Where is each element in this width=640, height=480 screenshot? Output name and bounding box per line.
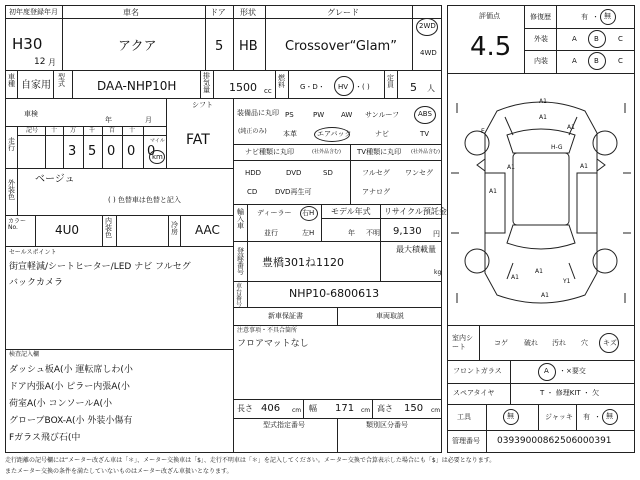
tv-oneseg: ワンセグ — [405, 169, 433, 177]
type-label: 車種 — [8, 73, 15, 88]
month-unit: 月 — [48, 58, 56, 67]
capacity-unit: 人 — [427, 84, 435, 93]
digit-header-2: 万 — [70, 127, 77, 134]
ext-grade-a: A — [572, 35, 577, 43]
glass-a: A — [544, 367, 549, 375]
digit-header-4: 百 — [109, 127, 116, 134]
max-load-label: 最大積載量 — [396, 245, 436, 254]
shift: FAT — [186, 132, 210, 148]
notes-text: フロアマットなし — [237, 339, 309, 349]
tv-fullseg: フルセグ — [362, 169, 390, 177]
width: 171 — [335, 403, 355, 414]
chassis-number: NHP10-6800613 — [289, 287, 380, 300]
equip-navi: ナビ — [375, 130, 389, 138]
equip-airbag: エアバック — [317, 130, 352, 138]
score-value: 4.5 — [470, 32, 512, 62]
fuel-options: G・D・ — [300, 83, 325, 91]
int-grade-b: B — [594, 57, 599, 65]
footer-line-1: 走行距離の記号欄には“メーター改ざん車は「＊」、メーター交換車は「$」、走行不明車は「＊」を記入してください。メーター交換で合算表示した場合にも「$」は必要となります。 — [5, 457, 496, 464]
length-label: 長さ — [237, 404, 253, 413]
ext-grade-c: C — [618, 35, 623, 43]
glass-rest: ・×要交 — [559, 367, 586, 375]
diag-label-2: A1 — [539, 114, 547, 121]
manual-label: 車両取説 — [376, 312, 404, 320]
travel-label: 走行 — [8, 137, 15, 152]
diag-label-8: A1 — [541, 292, 549, 299]
model: DAA-NHP10H — [97, 79, 177, 93]
ac: AAC — [195, 223, 220, 237]
tv-label: TV種類に丸印 — [357, 148, 402, 156]
mgmt-number: 03939000862506000391 — [497, 436, 612, 446]
color-no: 4U0 — [55, 223, 80, 237]
mileage-digit-4: 0 — [127, 144, 136, 159]
ac-label: 冷房 — [171, 221, 178, 236]
jack-yes: 有 — [583, 413, 590, 421]
inspection-label: 車検 — [24, 110, 38, 118]
model-year-year: 年 — [348, 229, 355, 237]
import-right: 右H — [302, 209, 315, 217]
grade: Crossover“Glam” — [285, 39, 397, 54]
first-reg-month: 12 — [34, 57, 46, 67]
repair-label: 修復歴 — [530, 13, 551, 21]
sales-point-line-1: 街宣軽減/シートヒーター/LED ナビ フルセグ — [9, 262, 191, 272]
car-name-label: 車名 — [123, 8, 139, 17]
car-rear-window — [507, 225, 575, 249]
inspector-line-4: グローブBOX-A(小 外装小傷有 — [9, 416, 133, 426]
mileage-digit-5: 0 — [147, 144, 156, 159]
shift-label: シフト — [192, 101, 213, 109]
warranty-label: 新車保証書 — [268, 312, 303, 320]
exterior-color: ベージュ — [35, 174, 75, 185]
equip-sunroof: サンルーフ — [365, 111, 400, 119]
jack-label: ジャッキ — [545, 413, 573, 421]
import-left: 左H — [302, 229, 315, 237]
spare-opts: T ・ 修理KIT ・ 欠 — [540, 389, 600, 397]
repair-yes: 有 — [581, 13, 588, 21]
digit-header-1: 十 — [51, 127, 58, 134]
model-year-unknown: 不明 — [366, 229, 380, 237]
diag-label-10: Y1 — [563, 278, 571, 285]
tv-sub: (社外品含む) — [411, 149, 440, 155]
tv-analog: アナログ — [362, 188, 390, 196]
inspector-line-2: ドア内張A(小 ピラー内張A(小 — [9, 382, 130, 392]
max-load-unit: kg — [434, 269, 442, 276]
navi-sd: SD — [323, 169, 333, 177]
glass-label: フロントガラス — [453, 367, 502, 375]
cc-unit: cc — [264, 87, 272, 95]
inspection-year: 年 — [105, 116, 112, 124]
sales-point-line-2: バックカメラ — [9, 278, 64, 288]
doors: 5 — [215, 39, 224, 54]
drive-4wd: 4WD — [420, 49, 437, 57]
model-year-label: モデル年式 — [331, 207, 371, 216]
equip-abs: ABS — [418, 110, 432, 118]
seat-label: 室内シート — [452, 334, 473, 352]
height: 150 — [404, 403, 424, 414]
repair-dot: ・ — [592, 13, 599, 21]
equip-tv: TV — [420, 130, 430, 138]
fuel-label: 燃料 — [278, 74, 285, 89]
equip-pw: PW — [313, 111, 325, 119]
interior-color-label: 内装色 — [105, 217, 112, 239]
score-label: 評価点 — [479, 12, 500, 20]
navi-label: ナビ種類に丸印 — [245, 148, 294, 156]
car-roof — [513, 153, 569, 225]
navi-sub: (社外品含む) — [312, 149, 341, 155]
km-unit: km — [152, 153, 163, 161]
width-label: 幅 — [309, 404, 317, 413]
equipment-label: 装備品に丸印 — [237, 109, 279, 117]
fuel-rest: ・( ) — [355, 83, 370, 91]
car-damage-diagram — [447, 73, 635, 325]
chassis-label: 車台番号 — [236, 283, 243, 308]
seat-opt-burn: コゲ — [494, 339, 508, 347]
equipment-sub: (純正のみ) — [238, 128, 267, 135]
class-label: 類別区分番号 — [366, 421, 408, 429]
digit-header-5: 十 — [129, 127, 136, 134]
inspector-label: 検査記入欄 — [9, 351, 40, 358]
fuel-selected: HV — [338, 83, 349, 91]
grade-label: グレード — [327, 8, 359, 17]
jack-dot: ・ — [594, 413, 601, 421]
ext-grade-b: B — [594, 35, 599, 43]
equip-ps: PS — [285, 111, 294, 119]
recycle-label: リサイクル預託金 — [384, 207, 447, 216]
width-unit: cm — [361, 407, 371, 414]
model-label: 型式 — [58, 73, 65, 88]
notes-label: 注意事項・不具合箇所 — [237, 327, 298, 334]
diag-label-3: A1 — [567, 124, 575, 131]
equip-leather: 本革 — [283, 130, 297, 138]
repair-none: 無 — [604, 12, 611, 20]
use: 自家用 — [21, 80, 51, 91]
diag-label-e: E — [481, 128, 485, 135]
height-label: 高さ — [377, 404, 393, 413]
footer-line-2: またメーター交換の条件を満たしていないものはメーター改ざん車扱いとなります。 — [5, 468, 233, 475]
import-parallel: 並行 — [264, 229, 278, 237]
interior-grade-label: 内装 — [534, 57, 548, 65]
shape: HB — [239, 39, 258, 54]
navi-cd: CD — [247, 188, 258, 196]
inspector-line-3: 荷室A(小 コンソールA(小 — [9, 399, 113, 409]
inspector-line-5: Fガラス飛び石(中 — [9, 433, 81, 443]
displacement: 1500 — [229, 81, 257, 94]
diag-label-7: A1 — [535, 268, 543, 275]
record-label: 記号 — [26, 127, 39, 134]
inspection-month: 月 — [145, 116, 152, 124]
diag-label-6: A1 — [489, 188, 497, 195]
seat-opt-tear: 破れ — [524, 339, 538, 347]
plate-number: 豊橋301ね1120 — [262, 256, 344, 269]
type-spec-label: 型式指定番号 — [263, 421, 305, 429]
shape-label: 形状 — [240, 8, 256, 17]
exterior-grade-label: 外装 — [534, 35, 548, 43]
diag-label-4: A1 — [580, 163, 588, 170]
spare-label: スペアタイヤ — [453, 389, 495, 397]
mileage-digit-1: 3 — [68, 144, 77, 159]
tool-value: 無 — [507, 412, 514, 420]
car-windshield — [507, 129, 575, 153]
recycle-amount: 9,130 — [393, 226, 422, 237]
capacity: 5 — [410, 81, 417, 94]
diag-label-11: H-G — [551, 144, 563, 151]
seat-opt-scratch: キズ — [603, 339, 617, 347]
height-unit: cm — [431, 407, 441, 414]
color-no-label: カラーNo. — [8, 218, 27, 231]
drive-2wd: 2WD — [419, 22, 436, 30]
navi-hdd: HDD — [245, 169, 262, 177]
mileage-digit-3: 0 — [107, 144, 116, 159]
mileage-digit-2: 5 — [88, 144, 97, 159]
car-name: アクア — [118, 39, 157, 54]
first-reg-label: 初年度登録年月 — [9, 8, 58, 16]
diag-label-9: A1 — [511, 274, 519, 281]
import-label: 輸入車 — [237, 208, 244, 230]
inspector-line-1: ダッシュ板A(小 運転席しわ(小 — [9, 365, 133, 375]
int-grade-a: A — [572, 57, 577, 65]
exterior-color-label: 外装色 — [8, 179, 15, 201]
navi-dvd-play: DVD再生可 — [275, 188, 312, 196]
int-grade-c: C — [618, 57, 623, 65]
tool-label: 工具 — [457, 413, 471, 421]
sales-point-label: セールスポイント — [9, 249, 57, 256]
diag-label-5: A1 — [507, 164, 515, 171]
diag-label-1: A1 — [539, 98, 547, 105]
jack-none: 無 — [606, 412, 613, 420]
navi-dvd: DVD — [286, 169, 302, 177]
digit-header-3: 千 — [89, 127, 96, 134]
length: 406 — [261, 403, 281, 414]
displacement-label: 排気量 — [203, 72, 210, 94]
door-label: ドア — [210, 8, 226, 17]
seat-opt-dirt: 汚れ — [552, 339, 566, 347]
exterior-color-note: ( ) 色替車は色替と記入 — [108, 196, 181, 204]
plate-label: 登録番号 — [237, 247, 244, 276]
length-unit: cm — [292, 407, 302, 414]
first-reg-year: H30 — [12, 35, 43, 53]
mile-unit: マイル — [150, 138, 165, 144]
import-dealer: ディーラー — [257, 209, 292, 217]
equip-aw: AW — [341, 111, 353, 119]
mgmt-label: 管理番号 — [452, 437, 480, 445]
recycle-yen: 円 — [433, 230, 440, 238]
seat-opt-hole: 穴 — [581, 339, 588, 347]
capacity-label: 定員 — [387, 74, 394, 89]
